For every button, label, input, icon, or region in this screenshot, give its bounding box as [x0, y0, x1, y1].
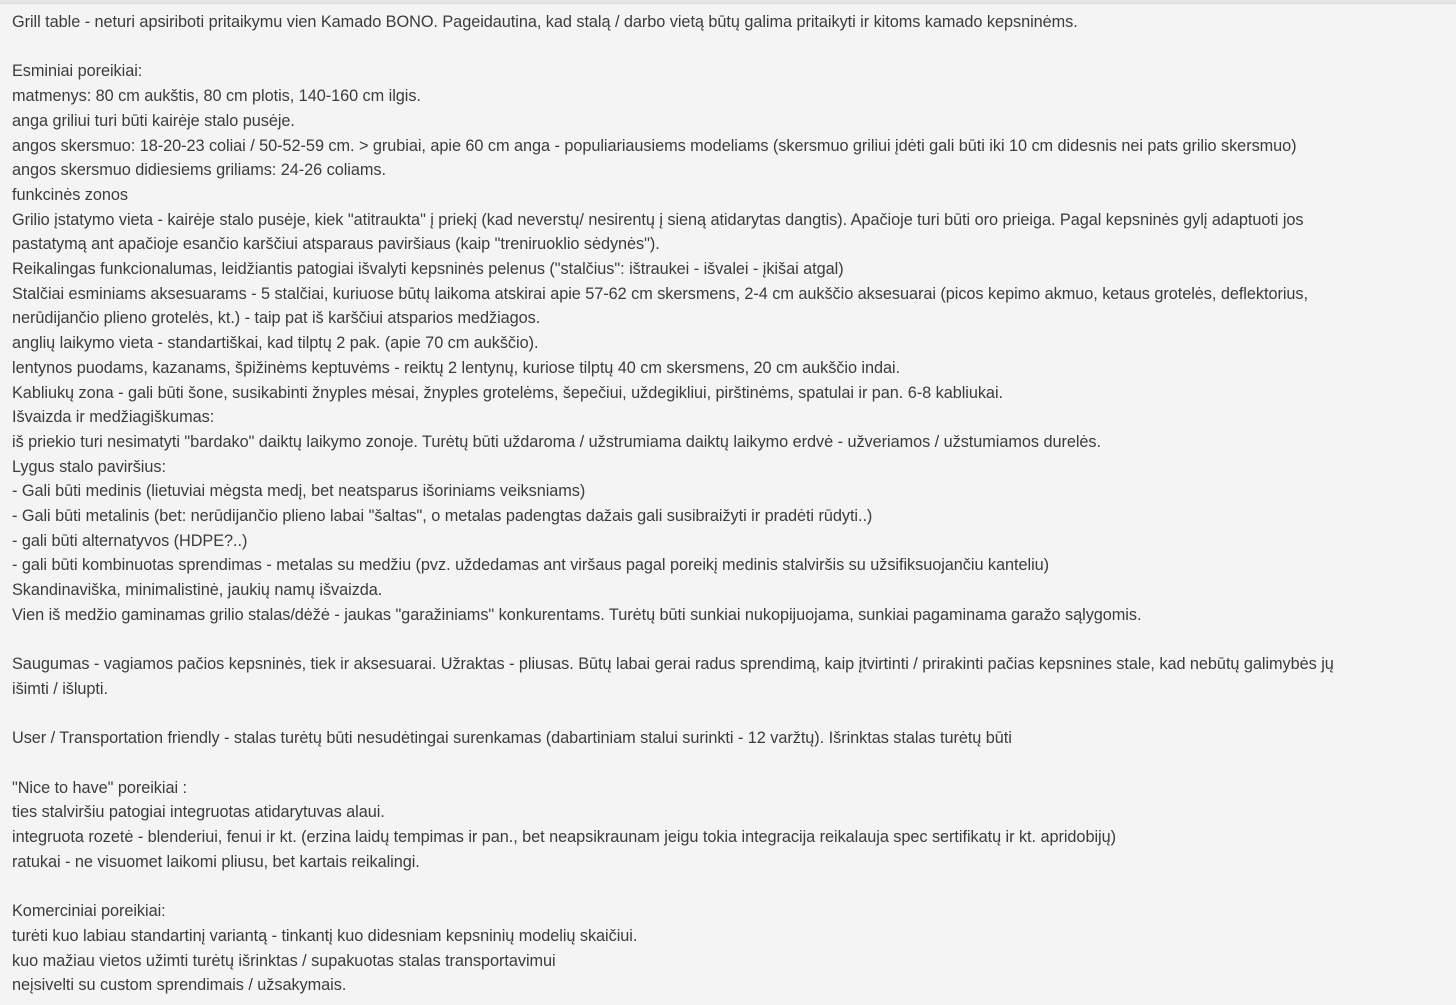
blank-line — [12, 35, 1448, 60]
text-line: išimti / išlupti. — [12, 679, 108, 698]
text-line: turėti kuo labiau standartinį variantą - tinkantį kuo didesniam kepsninių modelių skaičiui. — [12, 926, 638, 945]
text-line: funkcinės zonos — [12, 185, 129, 204]
text-line: - gali būti kombinuotas sprendimas - metalas su medžiu (pvz. uždedamas ant viršaus pagal poreikį medinis stalviršis su užsifiksuojančiu kanteliu) — [12, 556, 1050, 575]
text-line: angos skersmuo didiesiems griliams: 24-26 coliams. — [12, 161, 386, 180]
text-line: Skandinaviška, minimalistinė, jaukių namų išvaizda. — [12, 581, 383, 600]
top-border-divider — [0, 0, 1456, 4]
blank-line — [12, 702, 1448, 727]
text-line: Grilio įstatymo vieta - kairėje stalo pusėje, kiek "atitraukta" į priekį (kad neverstų/ nesirentų į sieną atidarytas dangtis). Apačioje turi būti oro prieiga. Pagal kepsninės gylį adaptuoti jos — [12, 210, 1304, 229]
blank-line — [12, 875, 1448, 900]
text-line: Reikalingas funkcionalumas, leidžiantis patogiai išvalyti kepsninės pelenus ("stalčius": ištraukei - išvalei - įkišai atgal) — [12, 260, 844, 279]
text-line: anga griliui turi būti kairėje stalo pusėje. — [12, 111, 295, 130]
text-line: User / Transportation friendly - stalas turėtų būti nesudėtingai surenkamas (dabartiniam stalui surinkti - 12 varžtų). Išrinktas stalas turėtų būti — [12, 729, 1012, 748]
text-line: Stalčiai esminiams aksesuarams - 5 stalčiai, kuriuose būtų laikoma atskirai apie 57-62 cm skersmens, 2-4 cm aukščio aksesuarai (picos kepimo akmuo, ketaus grotelės, deflektorius, — [12, 284, 1308, 303]
text-line: lentynos puodams, kazanams, špižinėms keptuvėms - reiktų 2 lentynų, kuriose tilptų 40 cm skersmens, 20 cm aukščio indai. — [12, 358, 901, 377]
text-line: matmenys: 80 cm aukštis, 80 cm plotis, 140-160 cm ilgis. — [12, 87, 421, 106]
blank-line — [12, 628, 1448, 653]
text-line: Komerciniai poreikiai: — [12, 902, 166, 921]
text-line: - gali būti alternatyvos (HDPE?..) — [12, 531, 248, 550]
text-line: Grill table - neturi apsiriboti pritaikymu vien Kamado BONO. Pageidautina, kad stalą / darbo vietą būtų galima pritaikyti ir kitoms kamado kepsninėms. — [12, 13, 1078, 31]
text-line: "Nice to have" poreikiai : — [12, 778, 187, 797]
text-line: Esminiai poreikiai: — [12, 62, 143, 81]
text-line: anglių laikymo vieta - standartiškai, kad tilptų 2 pak. (apie 70 cm aukščio). — [12, 334, 539, 353]
text-line: Lygus stalo paviršius: — [12, 457, 166, 476]
text-line: Saugumas - vagiamos pačios kepsninės, tiek ir aksesuarai. Užraktas - pliusas. Būtų labai gerai radus sprendimą, kaip įtvirtinti / prirakinti pačias kepsnines stale, kad nebūtų galimybės jų — [12, 655, 1334, 674]
text-line: ratukai - ne visuomet laikomi pliusu, bet kartais reikalingi. — [12, 852, 420, 871]
text-line: ties stalviršiu patogiai integruotas atidarytuvas alaui. — [12, 803, 385, 822]
text-line: iš priekio turi nesimatyti "bardako" daiktų laikymo zonoje. Turėtų būti uždaroma / užstrumiama daiktų laikymo erdvė - užveriamos / užstumiamos durelės. — [12, 432, 1101, 451]
text-line: - Gali būti metalinis (bet: nerūdijančio plieno labai "šaltas", o metalas padengtas dažais gali susibraižyti ir pradėti rūdyti..) — [12, 507, 873, 526]
text-line: integruota rozetė - blenderiui, fenui ir kt. (erzina laidų tempimas ir pan., bet neapsikraunam jeigu tokia integracija reikalauja spec sertifikatų ir kt. apridobijų) — [12, 828, 1116, 847]
text-line: neįsivelti su custom sprendimais / užsakymais. — [12, 976, 347, 995]
text-line: pastatymą ant apačioje esančio karščiui atsparaus paviršiaus (kaip "treniruoklio sėdynės"). — [12, 235, 660, 254]
text-line: Kabliukų zona - gali būti šone, susikabinti žnyples mėsai, žnyples grotelėms, šepečiui, uždegikliui, pirštinėms, spatulai ir pan. 6-8 kabliukai. — [12, 383, 1003, 402]
text-line: nerūdijančio plieno grotelės, kt.) - taip pat iš karščiui atsparios medžiagos. — [12, 309, 541, 328]
text-line: Vien iš medžio gaminamas grilio stalas/dėžė - jaukas "garažiniams" konkurentams. Turėtų būti sunkiai nukopijuojama, sunkiai pagaminama garažo sąlygomis. — [12, 605, 1142, 624]
text-line: Išvaizda ir medžiagiškumas: — [12, 408, 215, 427]
blank-line — [12, 751, 1448, 776]
text-line: - Gali būti medinis (lietuviai mėgsta medį, bet neatsparus išoriniams veiksniams) — [12, 482, 586, 501]
text-line: kuo mažiau vietos užimti turėtų išrinktas / supakuotas stalas transportavimui — [12, 951, 556, 970]
document-body — [12, 10, 1448, 998]
text-line: angos skersmuo: 18-20-23 coliai / 50-52-59 cm. > grubiai, apie 60 cm anga - populiariausiems modeliams (skersmuo griliui įdėti gali būti iki 10 cm didesnis nei pats grilio skersmuo) — [12, 136, 1297, 155]
